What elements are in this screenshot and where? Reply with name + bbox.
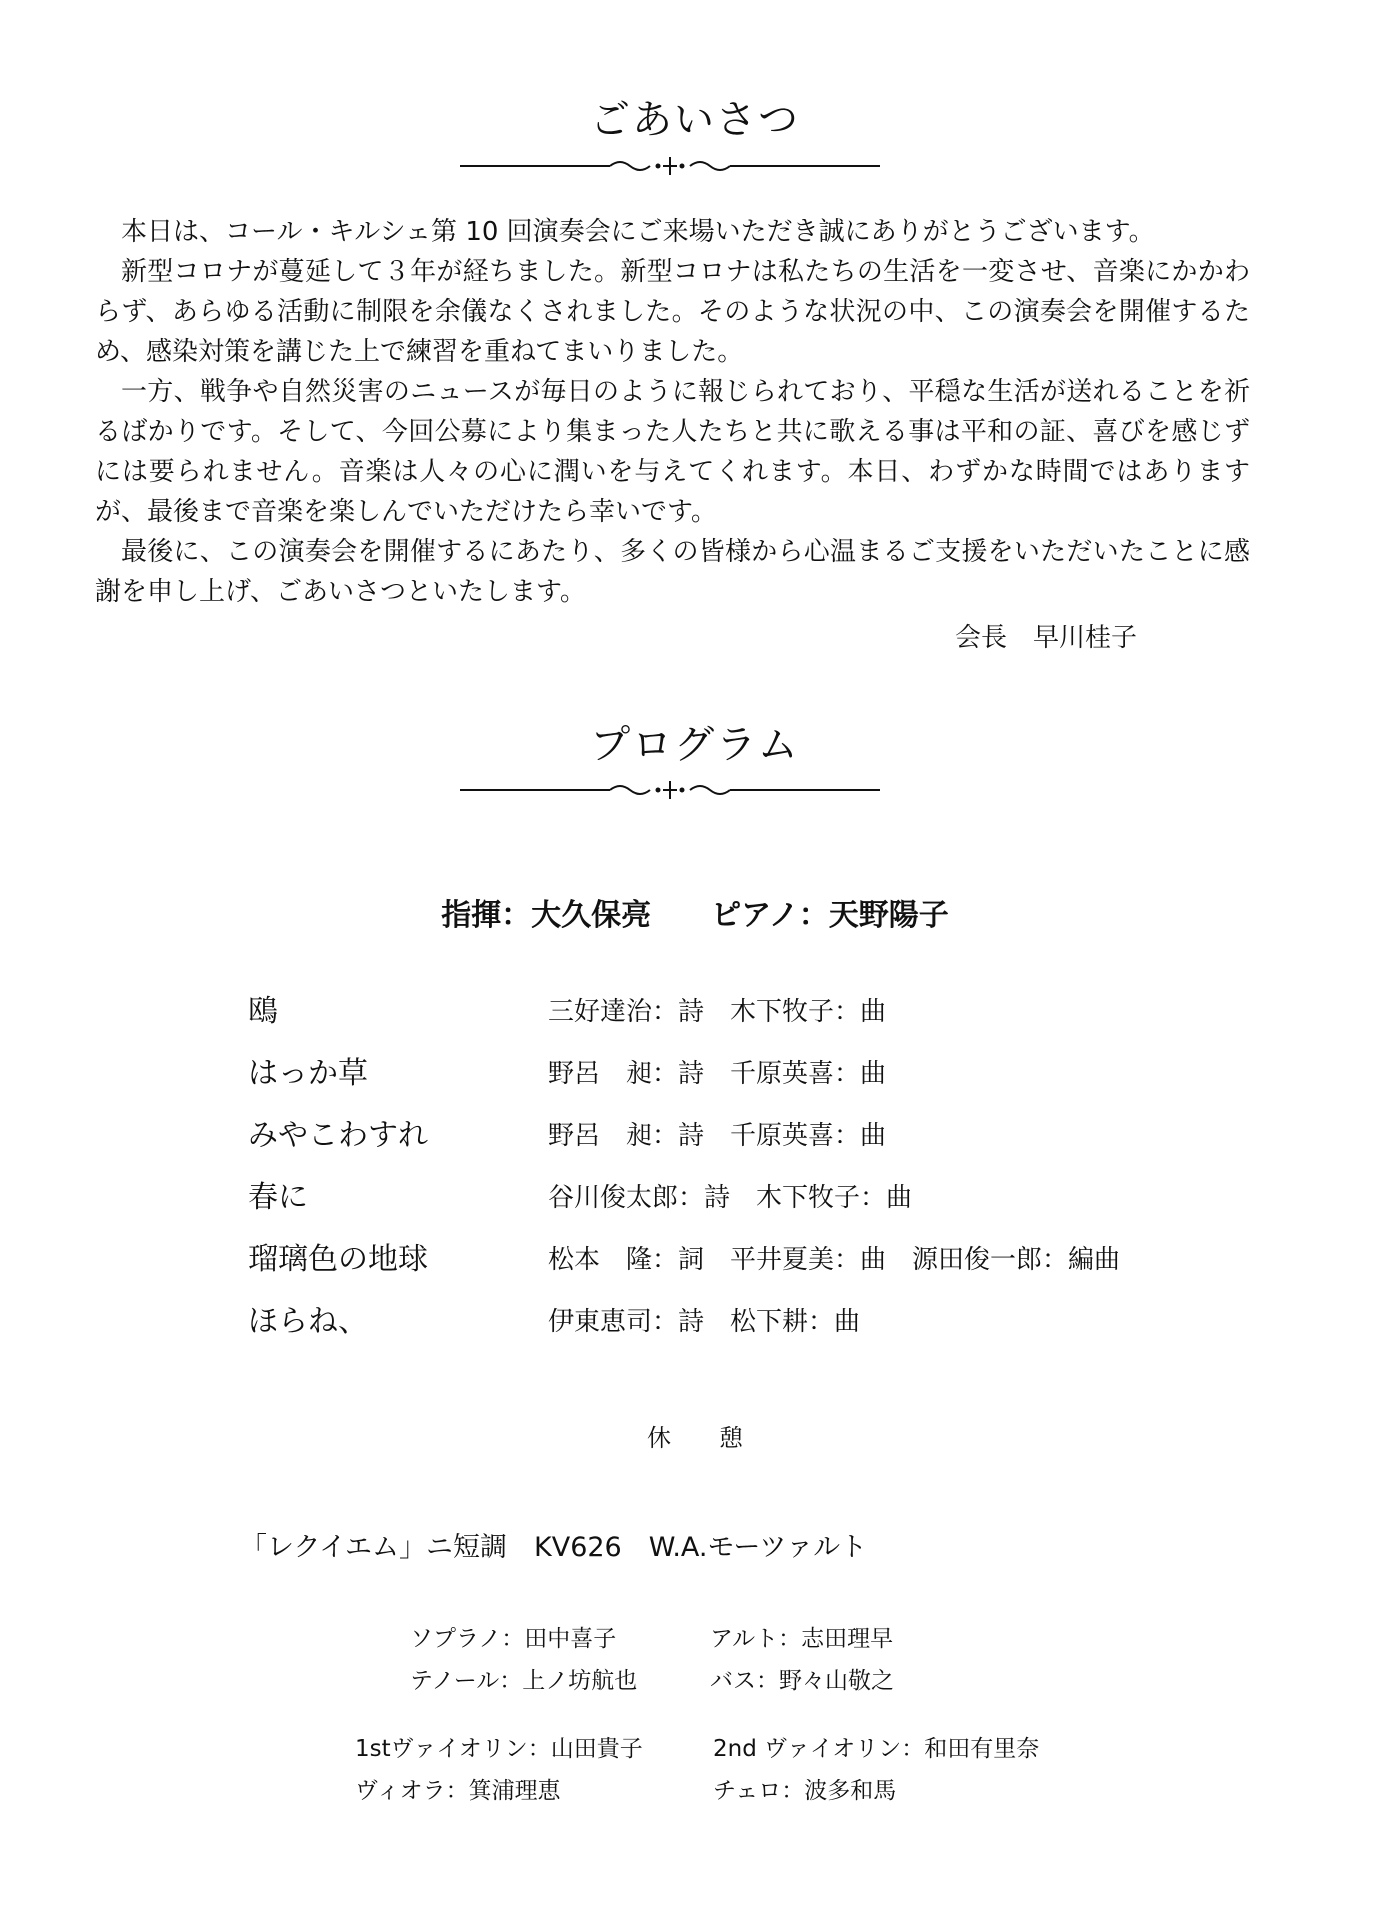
intermission-label: 休 憩 (647, 1424, 743, 1452)
piece-title: みやこわすれ (248, 1118, 428, 1153)
piece-title: はっか草 (248, 1056, 368, 1091)
piece-title: 瑠璃色の地球 (248, 1242, 428, 1277)
piece-credit: 松本 隆：詞 平井夏美：曲 源田俊一郎：編曲 (548, 1245, 1121, 1275)
piece-title: 春に (248, 1180, 308, 1215)
soloist-alto: アルト：志田理早 (710, 1626, 894, 1652)
program-piece (0, 1240, 1390, 1280)
piece-credit: 野呂 昶：詩 千原英喜：曲 (548, 1121, 887, 1151)
program-piece (0, 1116, 1390, 1156)
soloist-tenor: テノール：上ノ坊航也 (410, 1668, 638, 1694)
program-piece (0, 992, 1390, 1032)
piece-credit: 三好達治：詩 木下牧子：曲 (548, 997, 887, 1027)
strings-cello: チェロ：波多和馬 (713, 1778, 897, 1804)
strings-second-violin: 2nd ヴァイオリン：和田有里奈 (713, 1736, 1040, 1762)
greeting-signature: 会長 早川桂子 (955, 623, 1138, 653)
greeting-paragraph-1: 本日は、コール・キルシェ第 10 回演奏会にご来場いただき誠にありがとうございます。 (121, 217, 1155, 247)
program-piece (0, 1054, 1390, 1094)
piece-credit: 野呂 昶：詩 千原英喜：曲 (548, 1059, 887, 1089)
strings-first-violin: 1stヴァイオリン：山田貴子 (355, 1736, 643, 1762)
strings-viola: ヴィオラ：箕浦理恵 (355, 1778, 561, 1804)
program-piece (0, 1178, 1390, 1218)
program-staff: 指揮：大久保亮 ピアノ：天野陽子 (441, 898, 949, 933)
requiem-title: 「レクイエム」ニ短調 KV626 W.A.モーツァルト (240, 1532, 868, 1563)
piece-credit: 伊東恵司：詩 松下耕：曲 (548, 1307, 861, 1337)
greeting-paragraph-2: 新型コロナが蔓延して３年が経ちました。新型コロナは私たちの生活を一変させ、音楽にかかわらず、あらゆる活動に制限を余儀なくされました。そのような状況の中、この演奏会を開催するため、感染対策を講じた上で練習を重ねてまいりました。 (95, 257, 1250, 367)
piece-title: ほらね、 (248, 1304, 368, 1339)
greeting-paragraph-4: 最後に、この演奏会を開催するにあたり、多くの皆様から心温まるご支援をいただいたことに感謝を申し上げ、ごあいさつといたします。 (95, 537, 1250, 607)
greeting-heading: ごあいさつ (590, 97, 800, 143)
soloist-bass: バス：野々山敬之 (710, 1668, 894, 1694)
greeting-paragraph-3: 一方、戦争や自然災害のニュースが毎日のように報じられており、平穏な生活が送れることを祈るばかりです。そして、今回公募により集まった人たちと共に歌える事は平和の証、喜びを感じずには要られません。音楽は人々の心に潤いを与えてくれます。本日、わずかな時間ではありますが、最後まで音楽を楽しんでいただけたら幸いです。 (95, 377, 1250, 527)
ornament-divider-icon (460, 778, 880, 802)
soloist-soprano: ソプラノ：田中喜子 (410, 1626, 617, 1652)
program-piece (0, 1302, 1390, 1342)
piece-title: 鴎 (248, 994, 278, 1029)
ornament-divider-icon (460, 154, 880, 178)
program-heading: プログラム (590, 722, 800, 768)
piece-credit: 谷川俊太郎：詩 木下牧子：曲 (548, 1183, 913, 1213)
